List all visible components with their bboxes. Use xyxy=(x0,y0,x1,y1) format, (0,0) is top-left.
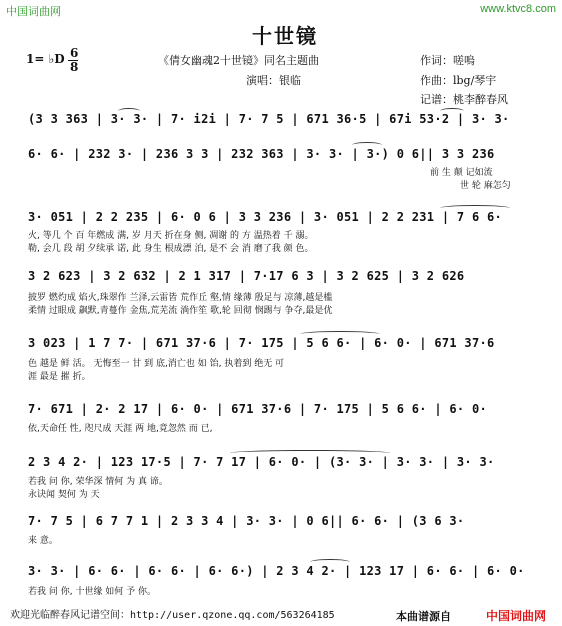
score-row-1: (3 3 363 | 3· 3· | 7· i2i | 7· 7 5 | 671 36·5 | 67i 53·2 | 3· 3· xyxy=(28,112,510,126)
score-row-2: 6· 6· | 232 3· | 236 3 3 | 232 363 | 3· 3· | 3·) 0 6|| 3 3 236 xyxy=(28,147,495,161)
tie-mark xyxy=(300,331,380,337)
lyrics-row-7-a: 若我 问 你, 荣华深 情何 为 真 谛。 xyxy=(28,477,168,487)
footer-source: 本曲谱源自 xyxy=(396,610,451,623)
subtitle: 《倩女幽魂2十世镜》同名主题曲 xyxy=(158,54,319,67)
tie-mark xyxy=(440,108,464,114)
transcriber: 记谱：桃李醉春风 xyxy=(420,93,508,106)
score-row-8: 7· 7 5 | 6 7 7 1 | 2 3 3 4 | 3· 3· | 0 6|| 6· 6· | (3 6 3· xyxy=(28,514,465,528)
score-row-6: 7· 671 | 2· 2 17 | 6· 0· | 671 37·6 | 7· 175 | 5 6 6· | 6· 0· xyxy=(28,402,488,416)
lyrics-row-4-a: 披罗 燃灼成 焰火,珠翠作 兰泽,云雷皆 荒作丘 壑,情 缘薄 殷足与 凉薄,越是槛 xyxy=(28,293,333,303)
song-title: 十世镜 xyxy=(252,24,318,48)
lyrics-row-2-b: 世 轮 麻怎匀 xyxy=(460,181,511,191)
meter-bottom: 8 xyxy=(70,60,79,74)
score-row-3: 3· 051 | 2 2 235 | 6· 0 6 | 3 3 236 | 3· 051 | 2 2 231 | 7 6 6· xyxy=(28,210,503,224)
lyrics-row-4-b: 柔情 过眼成 飙默,青蔓作 金焦,荒芜流 淌作笙 歌,轮 回彻 悯踢与 争夺,最是优 xyxy=(28,306,333,316)
footer-text: 欢迎光临醉春风记谱空间：http://user.qzone.qq.com/563264185 xyxy=(10,610,335,621)
lyrics-row-5-a: 色 越是 鲜 活。 无悔至一 甘 到 底,消亡也 如 饴, 执着到 绝无 可 xyxy=(28,359,285,369)
watermark-right: www.ktvc8.com xyxy=(480,3,556,15)
composer: 作曲：lbg/琴宇 xyxy=(420,74,497,87)
lyrics-row-3-a: 火, 等几 个 百 年燃成 满, 岁 月天 折在身 侧, 凋谢 的 方 温热着 千 溺。 xyxy=(28,231,314,241)
tie-mark xyxy=(118,108,140,114)
score-row-4: 3 2 623 | 3 2 632 | 2 1 317 | 7·17 6 3 | 3 2 625 | 3 2 626 xyxy=(28,269,465,283)
lyrics-row-8-a: 来 意。 xyxy=(28,536,58,546)
lyrics-row-3-b: 勒, 会几 段 胡 夕续承 诺, 此 身生 根成漂 泊, 是不 会 消 磨了我 颜 色。 xyxy=(28,244,314,254)
lyrics-row-6-a: 依,天命任 性, 咫尺成 天涯 两 地,竟忽然 而 已, xyxy=(28,424,213,434)
score-row-7: 2 3 4 2· | 123 17·5 | 7· 7 17 | 6· 0· | (3· 3· | 3· 3· | 3· 3· xyxy=(28,455,495,469)
watermark-bottom: 中国词曲网 xyxy=(486,609,547,623)
lyrics-row-9-a: 若我 问 你, 十世缘 如何 予 你。 xyxy=(28,587,157,597)
lyrics-row-2-a: 前 生 颠 记如流 xyxy=(430,168,493,178)
meter-top: 6 xyxy=(70,46,79,60)
score-row-5: 3 023 | 1 7 7· | 671 37·6 | 7· 175 | 5 6 6· | 6· 0· | 671 37·6 xyxy=(28,336,495,350)
singer: 演唱：银临 xyxy=(246,74,301,87)
score-row-9: 3· 3· | 6· 6· | 6· 6· | 6· 6·) | 2 3 4 2· | 123 17 | 6· 6· | 6· 0· xyxy=(28,564,525,578)
tie-mark xyxy=(230,450,390,456)
tie-mark xyxy=(352,142,382,148)
key-signature: 1= ♭D xyxy=(26,52,65,66)
lyricist: 作词：嗟嗚 xyxy=(420,54,475,67)
lyrics-row-5-b: 涯 最是 摧 折。 xyxy=(28,372,91,382)
tie-mark xyxy=(310,559,350,565)
lyrics-row-7-b: 永诀闻 契何 为 天 xyxy=(28,490,100,500)
watermark-left: 中国词曲网 xyxy=(6,6,61,18)
tie-mark xyxy=(440,205,510,211)
